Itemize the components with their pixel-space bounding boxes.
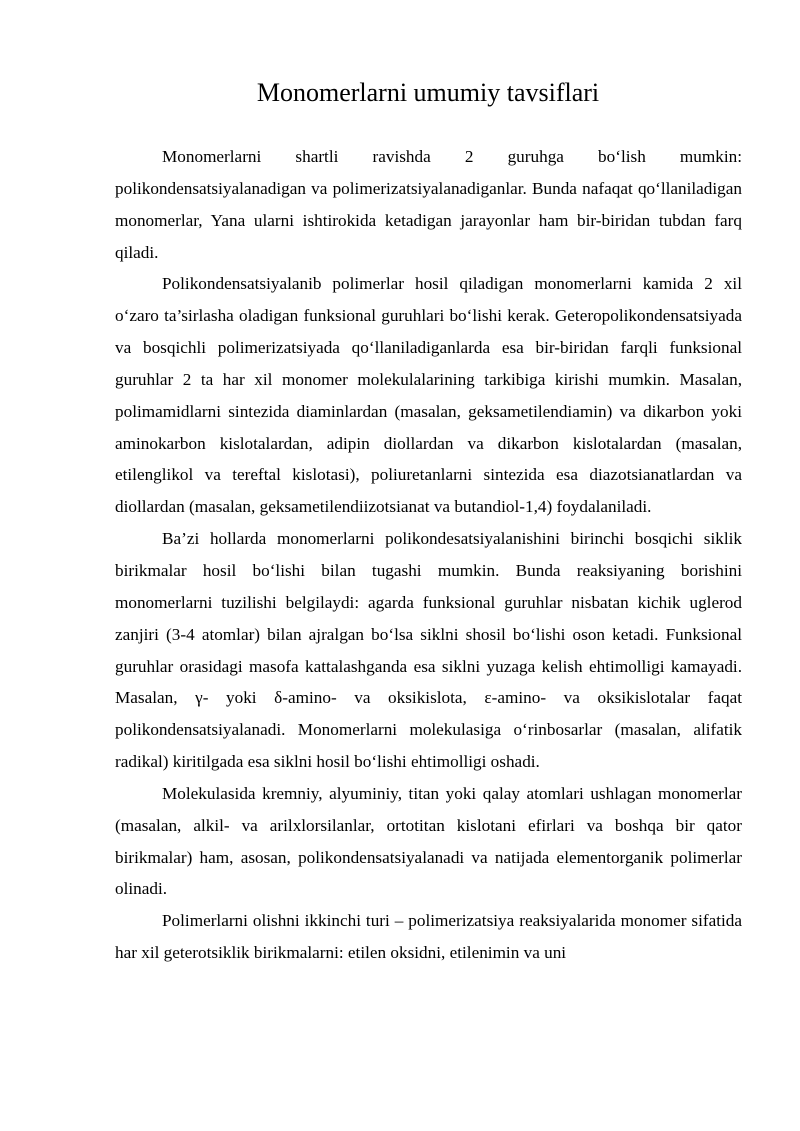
paragraph-5: Polimerlarni olishni ikkinchi turi – polimerizatsiya reaksiyalarida monomer sifatida har xil geterotsiklik birikmalarni: etilen oksidni, etilenimin va uni: [115, 911, 742, 963]
document-title: Monomerlarni umumiy tavsiflari: [256, 78, 600, 107]
paragraph-1: Monomerlarni shartli ravishda 2 guruhga bo‘lish mumkin: polikondensatsiyalanadigan va polimerizatsiyalanadiganlar. Bunda nafaqat qo‘llaniladigan monomerlar, Yana ularni ishtirokida ketadigan jarayonlar ham bir-biridan tubdan farq qiladi.: [115, 147, 742, 262]
document-body: [115, 141, 742, 969]
paragraph-2: Polikondensatsiyalanib polimerlar hosil qiladigan monomerlarni kamida 2 xil o‘zaro ta’sirlasha oladigan funksional guruhlari bo‘lishi kerak. Geteropolikondensatsiyada va bosqichli polimerizatsiyada qo‘llaniladiganlarda esa bir-biridan farqli funksional guruhlar 2 ta har xil monomer molekulalarining tarkibiga kirishi mumkin. Masalan, polimamidlarni sintezida diaminlardan (masalan, geksametilendiamin) va dikarbon yoki aminokarbon kislotalardan, adipin diollardan va dikarbon kislotalardan (masalan, etilenglikol va tereftal kislotasi), poliuretanlarni sintezida esa diazotsianatlardan va diollardan (masalan, geksametilendiizotsianat va butandiol-1,4) foydalaniladi.: [115, 274, 742, 517]
paragraph-4: Molekulasida kremniy, alyuminiy, titan yoki qalay atomlari ushlagan monomerlar (masalan, alkil- va arilxlorsilanlar, ortotitan kislotani efirlari va boshqa bir qator birikmalar) ham, asosan, polikondensatsiyalanadi va natijada elementorganik polimerlar olinadi.: [115, 783, 742, 899]
paragraph-3: Ba’zi hollarda monomerlarni polikondesatsiyalanishini birinchi bosqichi siklik birikmalar hosil bo‘lishi bilan tugashi mumkin. Bunda reaksiyaning borishini monomerlarni tuzilishi belgilaydi: agarda funksional guruhlar nisbatan kichik uglerod zanjiri (3-4 atomlar) bilan ajralgan bo‘lsa siklni shosil bo‘lishi oson ketadi. Funksional guruhlar orasidagi masofa kattalashganda esa siklni yuzaga kelish ehtimolligi kamayadi. Masalan, γ- yoki δ-amino- va oksikislota, ε-amino- va oksikislotalar faqat polikondensatsiyalanadi. Monomerlarni molekulasiga o‘rinbosarlar (masalan, alifatik radikal) kiritilgada esa siklni hosil bo‘lishi ehtimolligi oshadi.: [115, 529, 742, 772]
